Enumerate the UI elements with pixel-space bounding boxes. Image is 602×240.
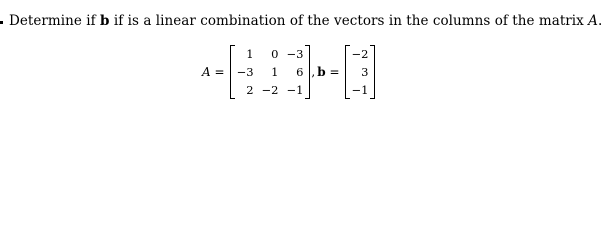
vector-b-row bbox=[348, 45, 373, 63]
matrix-a-cell: 1 bbox=[246, 47, 254, 61]
prompt-period: . bbox=[597, 13, 602, 29]
vector-b-row bbox=[348, 81, 373, 99]
matrix-a-table bbox=[233, 45, 308, 99]
comma: , bbox=[311, 65, 316, 79]
matrix-a-label bbox=[202, 65, 225, 79]
problem-prompt bbox=[9, 13, 602, 29]
matrix-a-cell: 2 bbox=[246, 83, 254, 97]
vector-b-label bbox=[317, 65, 339, 79]
matrix-a-cell: 1 bbox=[271, 65, 279, 79]
matrix-a-cell: 6 bbox=[296, 65, 304, 79]
vector-b-cell: 3 bbox=[361, 65, 369, 79]
matrix-a-row bbox=[233, 63, 308, 81]
prompt-text-1: Determine if bbox=[9, 13, 101, 29]
matrix-a-row bbox=[233, 81, 308, 99]
prompt-vector-b: b bbox=[100, 13, 110, 29]
matrix-a-cell: −1 bbox=[286, 83, 304, 97]
vector-b-cell: −2 bbox=[351, 47, 369, 61]
matrix-a-cell: 0 bbox=[271, 47, 279, 61]
matrix-a-row bbox=[233, 45, 308, 63]
bullet-mark bbox=[0, 21, 3, 24]
matrix-a-cell: −3 bbox=[236, 65, 254, 79]
vector-b-table bbox=[348, 45, 373, 99]
vector-b-cell: −1 bbox=[351, 83, 369, 97]
equation bbox=[202, 44, 375, 100]
prompt-matrix-a: A bbox=[588, 13, 598, 29]
vector-b bbox=[345, 45, 376, 99]
vector-b-row bbox=[348, 63, 373, 81]
equals-sign-a: = bbox=[214, 65, 225, 79]
equals-sign-b: = bbox=[329, 65, 340, 79]
prompt-text-2: if is a linear combination of the vectors in the columns of the matrix bbox=[109, 13, 589, 29]
matrix-a-cell: −3 bbox=[286, 47, 304, 61]
matrix-a bbox=[230, 45, 311, 99]
vector-b-name: b bbox=[317, 65, 326, 79]
matrix-a-name: A bbox=[202, 65, 211, 79]
matrix-a-cell: −2 bbox=[261, 83, 279, 97]
